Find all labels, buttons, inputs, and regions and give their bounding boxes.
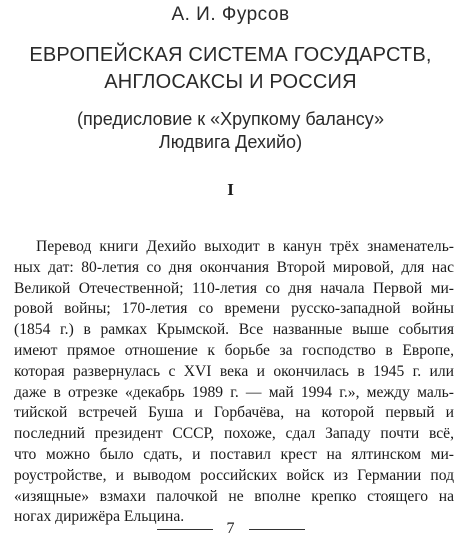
- page-number: 7: [226, 520, 235, 537]
- chapter-subtitle-line-1: (предисловие к «Хрупкому балансу»: [77, 109, 384, 129]
- chapter-title-line-1: ЕВРОПЕЙСКАЯ СИСТЕМА ГОСУДАРСТВ,: [29, 44, 432, 66]
- body-line: ровой войны; 170-летия со времени русско-западной войны: [14, 300, 454, 318]
- footer-rule-left: [157, 529, 213, 530]
- chapter-subtitle-line-2: Людвига Дехийо): [158, 132, 303, 152]
- body-line: ных дат: 80-летия со дня окончания Второй мировой, для нас: [14, 258, 454, 276]
- section-number: I: [227, 180, 234, 199]
- body-line: что можно было сдать, и поставил крест на ялтинском ми-: [14, 445, 454, 463]
- author-name: А. И. Фурсов: [171, 4, 290, 25]
- body-line: Перевод книги Дехийо выходит в канун трёх знаменатель-: [36, 238, 454, 255]
- body-paragraph: [14, 237, 454, 528]
- chapter-title: [0, 42, 461, 96]
- body-line: Великой Отечественной; 110-летия со дня начала Первой ми-: [14, 279, 454, 297]
- body-line: тийской встречей Буша и Горбачёва, на которой первый и: [14, 404, 454, 422]
- body-line: «изящные» взмахи палочкой не вполне крепко стоящего на: [14, 487, 454, 505]
- chapter-title-line-2: АНГЛОСАКСЫ И РОССИЯ: [104, 71, 357, 93]
- footer-rule-right: [249, 529, 305, 530]
- body-line: которая развернулась с XVI века и окончилась в 1945 г. или: [14, 362, 454, 380]
- body-line: роустройстве, и выводом российских войск из Германии под: [14, 466, 454, 484]
- body-line: имеют прямое отношение к борьбе за господство в Европе,: [14, 341, 454, 359]
- body-line: (1854 г.) в рамках Крымской. Все названные выше события: [14, 321, 454, 339]
- page-footer: [0, 518, 461, 540]
- chapter-subtitle: [0, 108, 461, 154]
- body-line: последний президент СССР, похоже, сдал Западу почти всё,: [14, 425, 454, 443]
- body-line: даже в отрезке «декабрь 1989 г. — май 1994 г.», между маль-: [14, 383, 454, 401]
- body-line: ногах дирижёра Ельцина.: [14, 508, 185, 526]
